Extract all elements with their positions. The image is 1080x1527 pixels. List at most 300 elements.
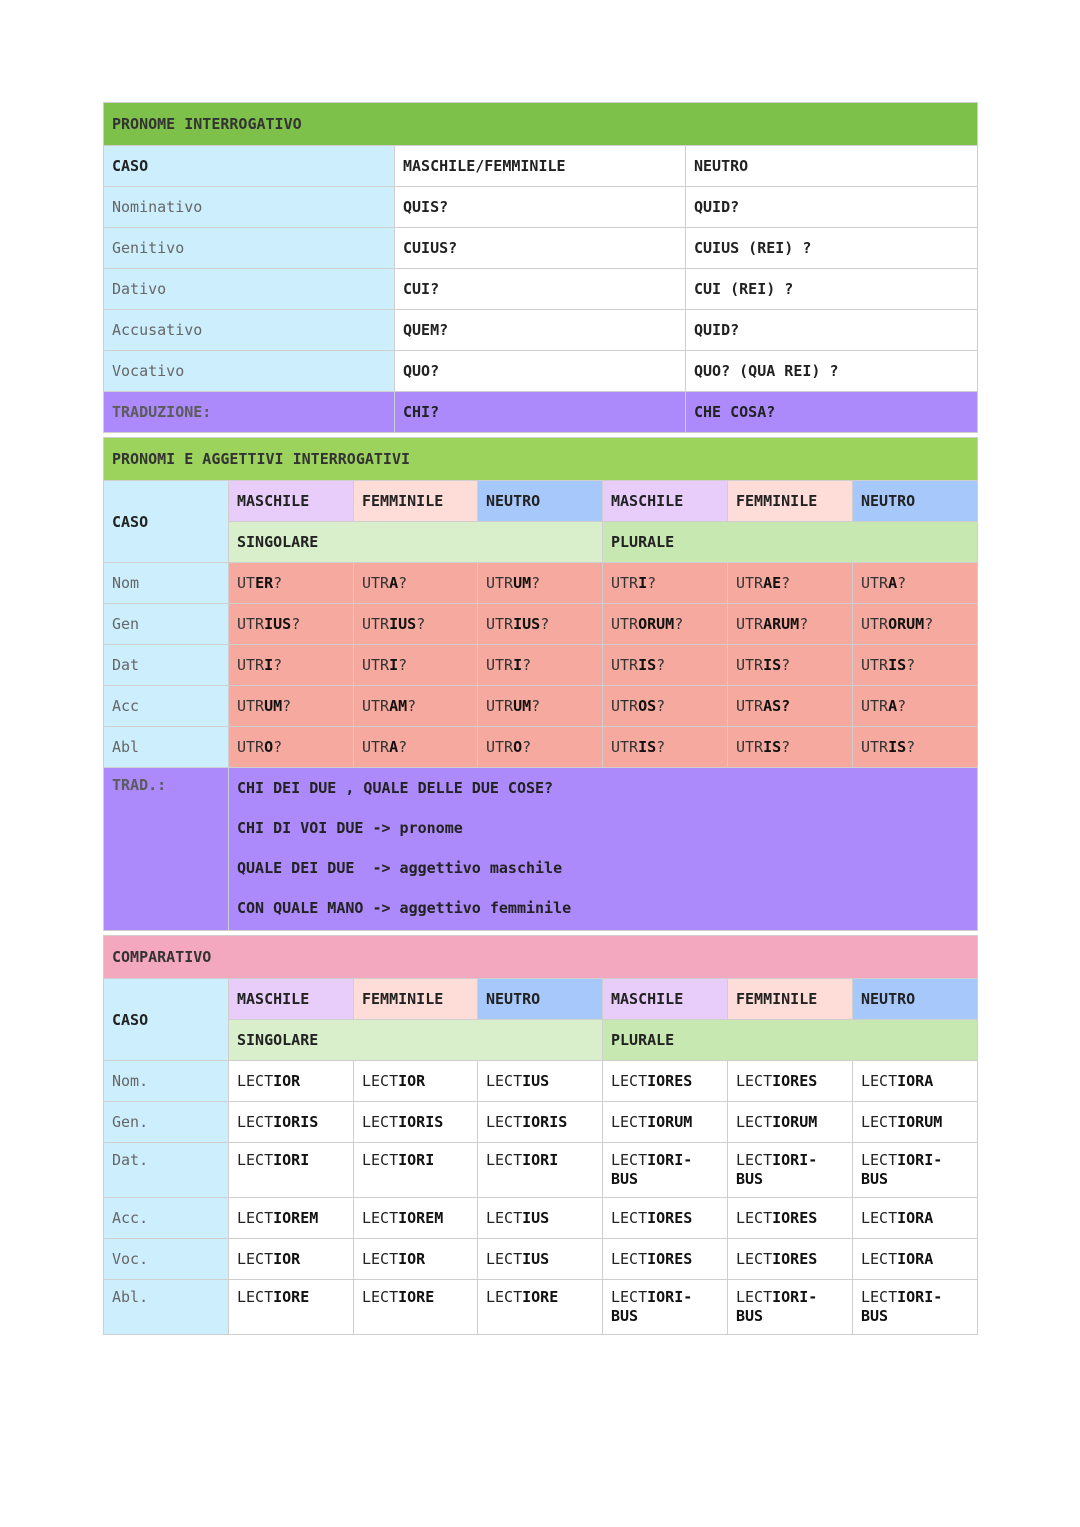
- case-label: Acc: [104, 686, 229, 727]
- translation-row: [104, 392, 978, 433]
- stem: LECT: [861, 1113, 898, 1131]
- table-row: [104, 604, 978, 645]
- stem: UTR: [486, 574, 514, 592]
- stem: LECT: [362, 1113, 399, 1131]
- gender-header: FEMMINILE: [728, 979, 853, 1020]
- suffix: ?: [273, 738, 283, 756]
- gender-header: MASCHILE: [229, 979, 354, 1020]
- form-cell: [603, 1280, 728, 1335]
- ending: ER: [255, 574, 274, 592]
- ending: IORES: [647, 1209, 693, 1227]
- stem: UTR: [237, 615, 265, 633]
- gender-header: FEMMINILE: [354, 979, 478, 1020]
- ending: IORA: [897, 1250, 934, 1268]
- form-cell: [603, 1102, 728, 1143]
- ending: IOR: [273, 1250, 301, 1268]
- stem: LECT: [362, 1151, 399, 1169]
- suffix: ?: [897, 574, 907, 592]
- stem: UTR: [237, 697, 265, 715]
- form-cell: [478, 645, 603, 686]
- form-cell: [478, 1198, 603, 1239]
- ending: IOR: [398, 1250, 426, 1268]
- stem: UTR: [736, 697, 764, 715]
- form-cell: QUO?: [395, 351, 686, 392]
- stem: UTR: [362, 697, 390, 715]
- ending: IORES: [772, 1209, 818, 1227]
- form-cell: [853, 1198, 978, 1239]
- ending: A: [389, 574, 399, 592]
- ending: IS: [763, 656, 782, 674]
- table-row: [104, 727, 978, 768]
- suffix: ?: [656, 697, 666, 715]
- ending: IS: [888, 738, 907, 756]
- stem: UTR: [736, 574, 764, 592]
- translation-line: CHI DEI DUE , QUALE DELLE DUE COSE?: [237, 779, 554, 797]
- number-header: PLURALE: [603, 522, 978, 563]
- ending: O: [264, 738, 274, 756]
- form-cell: [853, 1143, 978, 1198]
- gender-header: NEUTRO: [478, 481, 603, 522]
- ending: ORUM: [638, 615, 675, 633]
- form-cell: [603, 1143, 728, 1198]
- stem: LECT: [237, 1288, 274, 1306]
- form-cell: [728, 645, 853, 686]
- ending: IUS: [264, 615, 292, 633]
- suffix: ?: [407, 697, 417, 715]
- form-cell: [229, 563, 354, 604]
- ending: IOR: [398, 1072, 426, 1090]
- case-label: Gen.: [104, 1102, 229, 1143]
- stem: LECT: [736, 1288, 773, 1306]
- form-cell: [728, 1198, 853, 1239]
- ending: IORI-BUS: [611, 1151, 693, 1188]
- form-cell: [728, 604, 853, 645]
- stem: LECT: [736, 1113, 773, 1131]
- stem: UTR: [611, 574, 639, 592]
- stem: UTR: [611, 738, 639, 756]
- suffix: ?: [291, 615, 301, 633]
- form-cell: [229, 1061, 354, 1102]
- form-cell: [354, 1198, 478, 1239]
- table-row: [104, 1143, 978, 1198]
- table-row: [104, 686, 978, 727]
- suffix: ?: [647, 574, 657, 592]
- ending: IOREM: [398, 1209, 444, 1227]
- ending: IORA: [897, 1209, 934, 1227]
- ending: IORUM: [647, 1113, 693, 1131]
- ending: UM: [513, 697, 532, 715]
- ending: IORIS: [522, 1113, 568, 1131]
- stem: LECT: [362, 1209, 399, 1227]
- gender-header: MASCHILE: [603, 481, 728, 522]
- case-label: Abl: [104, 727, 229, 768]
- stem: LECT: [861, 1209, 898, 1227]
- form-cell: [478, 727, 603, 768]
- ending: IORUM: [897, 1113, 943, 1131]
- case-label: Accusativo: [104, 310, 395, 351]
- form-cell: [853, 686, 978, 727]
- suffix: ?: [273, 656, 283, 674]
- form-cell: CUIUS (REI) ?: [686, 228, 978, 269]
- ending: IORES: [647, 1072, 693, 1090]
- stem: UTR: [736, 656, 764, 674]
- translation-label: TRAD.:: [104, 768, 229, 931]
- table-row: [104, 1239, 978, 1280]
- form-cell: [603, 727, 728, 768]
- ending: IORI: [398, 1151, 435, 1169]
- case-label: Dativo: [104, 269, 395, 310]
- stem: LECT: [237, 1151, 274, 1169]
- form-cell: CUIUS?: [395, 228, 686, 269]
- column-header: CASO: [104, 146, 395, 187]
- stem: LECT: [736, 1250, 773, 1268]
- gender-header: MASCHILE: [603, 979, 728, 1020]
- stem: LECT: [362, 1288, 399, 1306]
- table-title: PRONOME INTERROGATIVO: [104, 103, 978, 146]
- translation-line: QUALE DEI DUE -> aggettivo maschile: [237, 859, 563, 877]
- ending: AM: [389, 697, 408, 715]
- stem: UTR: [611, 615, 639, 633]
- gender-header: NEUTRO: [853, 481, 978, 522]
- stem: UTR: [486, 615, 514, 633]
- form-cell: QUID?: [686, 187, 978, 228]
- ending: IORI: [522, 1151, 559, 1169]
- form-cell: [229, 645, 354, 686]
- ending: IORUM: [772, 1113, 818, 1131]
- stem: UTR: [861, 615, 889, 633]
- ending: IORI: [273, 1151, 310, 1169]
- caso-header: CASO: [104, 979, 229, 1061]
- ending: A: [389, 738, 399, 756]
- table-title: PRONOMI E AGGETTIVI INTERROGATIVI: [104, 438, 978, 481]
- form-cell: [229, 1239, 354, 1280]
- suffix: ?: [781, 656, 791, 674]
- stem: LECT: [486, 1151, 523, 1169]
- form-cell: [478, 686, 603, 727]
- ending: IORI-BUS: [611, 1288, 693, 1325]
- form-cell: QUO? (QUA REI) ?: [686, 351, 978, 392]
- form-cell: [603, 1061, 728, 1102]
- ending: IORIS: [398, 1113, 444, 1131]
- number-header: SINGOLARE: [229, 522, 603, 563]
- form-cell: [478, 1061, 603, 1102]
- ending: ORUM: [888, 615, 925, 633]
- stem: LECT: [736, 1209, 773, 1227]
- suffix: ?: [531, 574, 541, 592]
- ending: IORE: [273, 1288, 310, 1306]
- form-cell: [603, 604, 728, 645]
- ending: IORIS: [273, 1113, 319, 1131]
- form-cell: [478, 604, 603, 645]
- case-label: Dat.: [104, 1143, 229, 1198]
- form-cell: [853, 1280, 978, 1335]
- stem: UTR: [611, 697, 639, 715]
- stem: LECT: [611, 1250, 648, 1268]
- form-cell: [354, 563, 478, 604]
- form-cell: [728, 1239, 853, 1280]
- suffix: ?: [531, 697, 541, 715]
- stem: LECT: [237, 1209, 274, 1227]
- form-cell: [853, 563, 978, 604]
- form-cell: [354, 604, 478, 645]
- stem: LECT: [237, 1072, 274, 1090]
- ending: UM: [264, 697, 283, 715]
- form-cell: [354, 686, 478, 727]
- form-cell: [229, 1143, 354, 1198]
- form-cell: CUI (REI) ?: [686, 269, 978, 310]
- ending: IUS: [522, 1209, 550, 1227]
- stem: UTR: [861, 738, 889, 756]
- case-label: Genitivo: [104, 228, 395, 269]
- form-cell: [853, 727, 978, 768]
- suffix: ?: [656, 656, 666, 674]
- stem: UTR: [362, 656, 390, 674]
- stem: UTR: [861, 697, 889, 715]
- stem: UTR: [362, 574, 390, 592]
- table-title: COMPARATIVO: [104, 936, 978, 979]
- suffix: ?: [781, 738, 791, 756]
- ending: IOR: [273, 1072, 301, 1090]
- ending: AS?: [763, 697, 791, 715]
- stem: LECT: [486, 1250, 523, 1268]
- form-cell: [354, 1143, 478, 1198]
- suffix: ?: [273, 574, 283, 592]
- form-cell: [728, 686, 853, 727]
- form-cell: [603, 563, 728, 604]
- form-cell: [603, 1198, 728, 1239]
- translation-line: CON QUALE MANO -> aggettivo femminile: [237, 899, 572, 917]
- table-row: [104, 1198, 978, 1239]
- suffix: ?: [906, 738, 916, 756]
- suffix: ?: [398, 738, 408, 756]
- case-label: Voc.: [104, 1239, 229, 1280]
- form-cell: [478, 1102, 603, 1143]
- ending: IORES: [772, 1072, 818, 1090]
- translation-cell: CHI?: [395, 392, 686, 433]
- ending: O: [513, 738, 523, 756]
- form-cell: [478, 1239, 603, 1280]
- table-row: [104, 1280, 978, 1335]
- stem: UTR: [237, 656, 265, 674]
- form-cell: [728, 1061, 853, 1102]
- case-label: Nom: [104, 563, 229, 604]
- ending: IORE: [522, 1288, 559, 1306]
- stem: LECT: [611, 1151, 648, 1169]
- case-label: Nominativo: [104, 187, 395, 228]
- form-cell: [354, 1239, 478, 1280]
- stem: UTR: [362, 615, 390, 633]
- ending: IS: [763, 738, 782, 756]
- ending: IORES: [772, 1250, 818, 1268]
- stem: LECT: [486, 1113, 523, 1131]
- ending: IS: [638, 738, 657, 756]
- comparativo-table: [103, 935, 978, 1335]
- form-cell: [478, 1143, 603, 1198]
- table-row: [104, 269, 978, 310]
- form-cell: [354, 1102, 478, 1143]
- form-cell: [853, 1102, 978, 1143]
- form-cell: [478, 563, 603, 604]
- form-cell: [603, 1239, 728, 1280]
- ending: I: [389, 656, 399, 674]
- stem: UTR: [362, 738, 390, 756]
- stem: UTR: [861, 574, 889, 592]
- translation-row: [104, 768, 978, 931]
- stem: UTR: [861, 656, 889, 674]
- stem: LECT: [861, 1288, 898, 1306]
- stem: UTR: [486, 656, 514, 674]
- form-cell: [728, 563, 853, 604]
- ending: IS: [888, 656, 907, 674]
- gender-header: FEMMINILE: [728, 481, 853, 522]
- form-cell: QUID?: [686, 310, 978, 351]
- ending: IORA: [897, 1072, 934, 1090]
- ending: IUS: [522, 1250, 550, 1268]
- ending: IORE: [398, 1288, 435, 1306]
- table-row: [104, 563, 978, 604]
- case-label: Dat: [104, 645, 229, 686]
- translation-label: TRADUZIONE:: [104, 392, 395, 433]
- form-cell: [603, 686, 728, 727]
- gender-header: FEMMINILE: [354, 481, 478, 522]
- column-header: NEUTRO: [686, 146, 978, 187]
- suffix: ?: [674, 615, 684, 633]
- form-cell: CUI?: [395, 269, 686, 310]
- suffix: ?: [398, 574, 408, 592]
- column-header: MASCHILE/FEMMINILE: [395, 146, 686, 187]
- form-cell: [603, 645, 728, 686]
- stem: LECT: [611, 1113, 648, 1131]
- pronome-interrogativo-table: [103, 102, 978, 433]
- ending: I: [638, 574, 648, 592]
- suffix: ?: [416, 615, 426, 633]
- ending: IORI-BUS: [736, 1151, 818, 1188]
- form-cell: [853, 1061, 978, 1102]
- suffix: ?: [924, 615, 934, 633]
- case-label: Vocativo: [104, 351, 395, 392]
- ending: IORES: [647, 1250, 693, 1268]
- case-label: Gen: [104, 604, 229, 645]
- form-cell: [354, 1280, 478, 1335]
- suffix: ?: [522, 656, 532, 674]
- ending: ARUM: [763, 615, 800, 633]
- translation-notes: [229, 768, 978, 931]
- ending: IORI-BUS: [861, 1288, 943, 1325]
- suffix: ?: [897, 697, 907, 715]
- translation-line: CHI DI VOI DUE -> pronome: [237, 819, 463, 837]
- stem: UTR: [736, 738, 764, 756]
- table-row: [104, 1102, 978, 1143]
- ending: A: [888, 574, 898, 592]
- ending: IORI-BUS: [861, 1151, 943, 1188]
- suffix: ?: [906, 656, 916, 674]
- table-row: [104, 645, 978, 686]
- stem: LECT: [611, 1072, 648, 1090]
- form-cell: [478, 1280, 603, 1335]
- stem: LECT: [611, 1209, 648, 1227]
- form-cell: [354, 727, 478, 768]
- ending: IORI-BUS: [736, 1288, 818, 1325]
- gender-header: NEUTRO: [853, 979, 978, 1020]
- form-cell: [229, 604, 354, 645]
- form-cell: [229, 1198, 354, 1239]
- ending: OS: [638, 697, 657, 715]
- table-row: [104, 1061, 978, 1102]
- stem: LECT: [611, 1288, 648, 1306]
- stem: UTR: [486, 738, 514, 756]
- stem: UTR: [486, 697, 514, 715]
- form-cell: [229, 686, 354, 727]
- form-cell: [853, 645, 978, 686]
- suffix: ?: [799, 615, 809, 633]
- form-cell: [728, 1143, 853, 1198]
- form-cell: [229, 727, 354, 768]
- gender-header: MASCHILE: [229, 481, 354, 522]
- form-cell: [728, 727, 853, 768]
- ending: AE: [763, 574, 782, 592]
- form-cell: [853, 604, 978, 645]
- form-cell: [229, 1280, 354, 1335]
- stem: LECT: [861, 1250, 898, 1268]
- stem: LECT: [237, 1250, 274, 1268]
- stem: UTR: [611, 656, 639, 674]
- grammar-sheet: [103, 102, 977, 1335]
- form-cell: [229, 1102, 354, 1143]
- stem: UT: [237, 574, 256, 592]
- suffix: ?: [540, 615, 550, 633]
- table-row: [104, 351, 978, 392]
- ending: IUS: [513, 615, 541, 633]
- stem: UTR: [736, 615, 764, 633]
- stem: LECT: [362, 1072, 399, 1090]
- stem: LECT: [237, 1113, 274, 1131]
- number-header: PLURALE: [603, 1020, 978, 1061]
- translation-cell: CHE COSA?: [686, 392, 978, 433]
- stem: UTR: [237, 738, 265, 756]
- case-label: Acc.: [104, 1198, 229, 1239]
- ending: A: [888, 697, 898, 715]
- ending: I: [513, 656, 523, 674]
- table-row: [104, 228, 978, 269]
- stem: LECT: [486, 1288, 523, 1306]
- ending: IS: [638, 656, 657, 674]
- ending: I: [264, 656, 274, 674]
- stem: LECT: [736, 1151, 773, 1169]
- stem: LECT: [861, 1151, 898, 1169]
- ending: IUS: [522, 1072, 550, 1090]
- stem: LECT: [486, 1072, 523, 1090]
- caso-header: CASO: [104, 481, 229, 563]
- stem: LECT: [736, 1072, 773, 1090]
- gender-header: NEUTRO: [478, 979, 603, 1020]
- ending: IUS: [389, 615, 417, 633]
- form-cell: QUEM?: [395, 310, 686, 351]
- stem: LECT: [362, 1250, 399, 1268]
- ending: UM: [513, 574, 532, 592]
- stem: LECT: [486, 1209, 523, 1227]
- suffix: ?: [522, 738, 532, 756]
- ending: IOREM: [273, 1209, 319, 1227]
- form-cell: [354, 645, 478, 686]
- number-header: SINGOLARE: [229, 1020, 603, 1061]
- stem: LECT: [861, 1072, 898, 1090]
- table-row: [104, 310, 978, 351]
- table-row: [104, 187, 978, 228]
- suffix: ?: [781, 574, 791, 592]
- suffix: ?: [656, 738, 666, 756]
- form-cell: [728, 1102, 853, 1143]
- suffix: ?: [282, 697, 292, 715]
